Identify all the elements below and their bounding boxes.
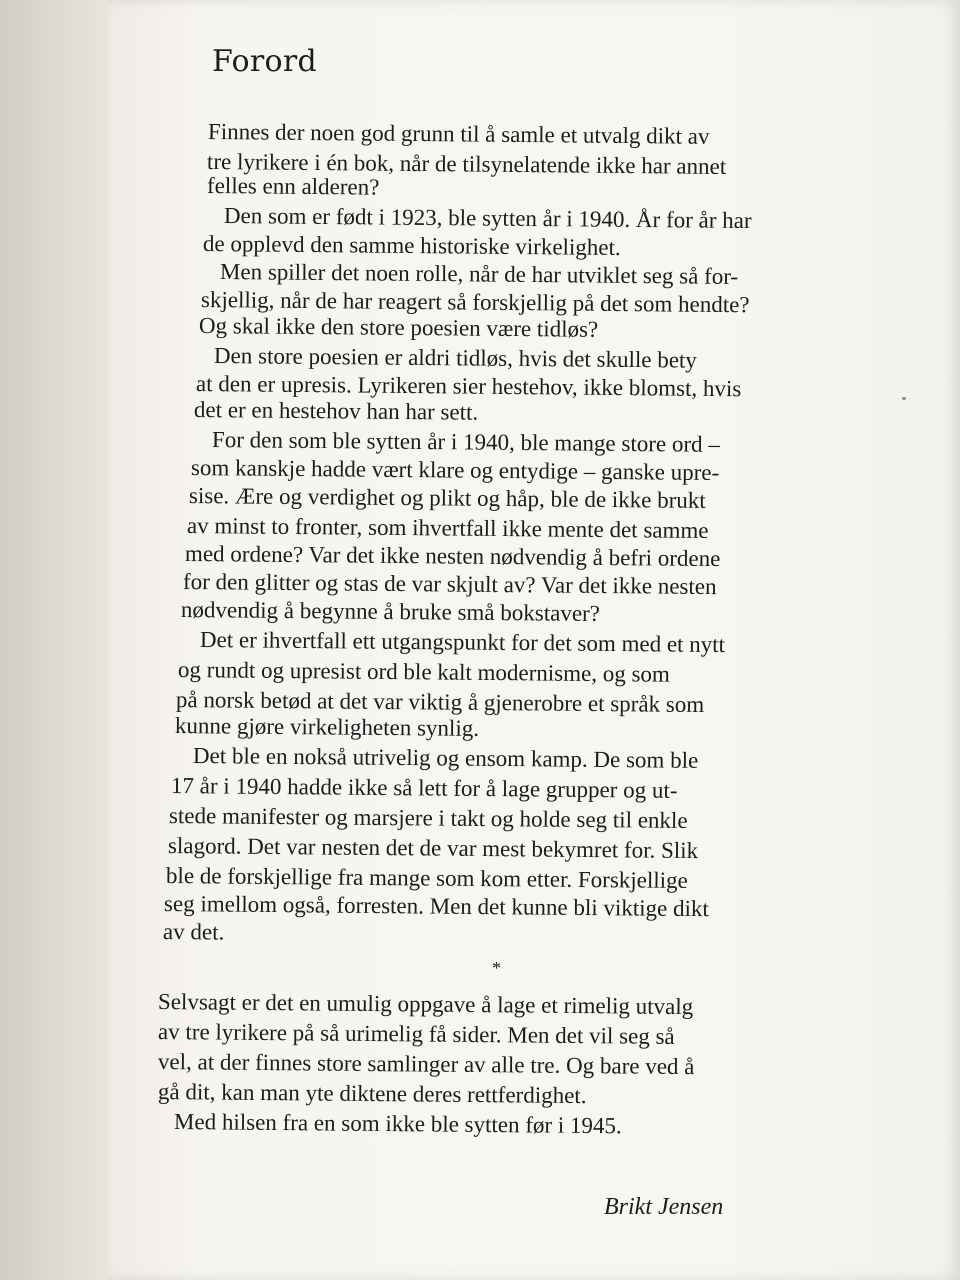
text-line: skjellig, når de har reagert så forskjellig på det som hendte?	[200, 287, 750, 318]
text-line: og rundt og upresist ord ble kalt modernisme, og som	[177, 657, 670, 687]
text-line: vel, at der finnes store samlinger av alle tre. Og bare ved å	[157, 1049, 695, 1080]
text-line: Og skal ikke den store poesien være tidløs?	[198, 313, 599, 342]
text-line: seg imellom også, forresten. Men det kunne bli viktige dikt	[163, 891, 709, 922]
text-line: Den store poesien er aldri tidløs, hvis det skulle bety	[213, 343, 698, 373]
text-line: ble de forskjellige fra mange som kom etter. Forskjellige	[165, 863, 688, 894]
author-signature: Brikt Jensen	[604, 1194, 724, 1220]
text-line: Det er ihvertfall ett utgangspunkt for det som med et nytt	[199, 627, 726, 658]
text-line: på norsk betød at det var viktig å gjenerobre et språk som	[175, 687, 705, 718]
text-line: 17 år i 1940 hadde ikke så lett for å lage grupper og ut-	[170, 773, 678, 803]
text-line: det er en hestehov han har sett.	[193, 397, 479, 425]
text-line: stede manifester og marsjere i takt og holde seg til enkle	[168, 803, 688, 833]
text-line: Det ble en nokså utrivelig og ensom kamp. De som ble	[192, 743, 699, 773]
section-separator: *	[492, 958, 501, 978]
text-line: kunne gjøre virkeligheten synlig.	[174, 713, 480, 741]
text-line: Men spiller det noen rolle, når de har utviklet seg så for-	[219, 259, 739, 289]
text-line: tre lyrikere i én bok, når de tilsynelatende ikke har annet	[206, 149, 727, 179]
text-line: at den er upresis. Lyrikeren sier hestehov, ikke blomst, hvis	[195, 371, 742, 402]
text-line: Den som er født i 1923, ble sytten år i 1940. År for år har	[223, 203, 752, 234]
text-line: For den som ble sytten år i 1940, ble mange store ord –	[211, 427, 720, 457]
text-line: felles enn alderen?	[206, 173, 380, 200]
text-line: av tre lyrikere på så urimelig få sider. Men det vil seg så	[157, 1019, 675, 1049]
text-line: gå dit, kan man yte diktene deres rettferdighet.	[157, 1079, 587, 1109]
text-line: Med hilsen fra en som ikke ble sytten før i 1945.	[173, 1109, 622, 1139]
text-line: nødvendig å begynne å bruke små bokstaver?	[180, 597, 601, 627]
text-line: sise. Ære og verdighet og plikt og håp, ble de ikke brukt	[188, 483, 706, 513]
text-line: slagord. Det var nesten det de var mest bekymret for. Slik	[167, 833, 699, 864]
text-line: som kanskje hadde vært klare og entydige – ganske upre-	[190, 455, 720, 486]
text-line: av det.	[162, 919, 225, 945]
text-line: for den glitter og stas de var skjult av? Var det ikke nesten	[182, 569, 717, 600]
page-title: Forord	[212, 44, 317, 79]
text-line: med ordene? Var det ikke nesten nødvendig å befri ordene	[184, 541, 721, 572]
text-line: Selvsagt er det en umulig oppgave å lage et rimelig utvalg	[157, 989, 694, 1020]
text-line: de opplevd den samme historiske virkelighet.	[202, 231, 621, 261]
text-line: Finnes der noen god grunn til å samle et utvalg dikt av	[207, 119, 710, 149]
text-line: av minst to fronter, som ihvertfall ikke mente det samme	[186, 513, 709, 544]
